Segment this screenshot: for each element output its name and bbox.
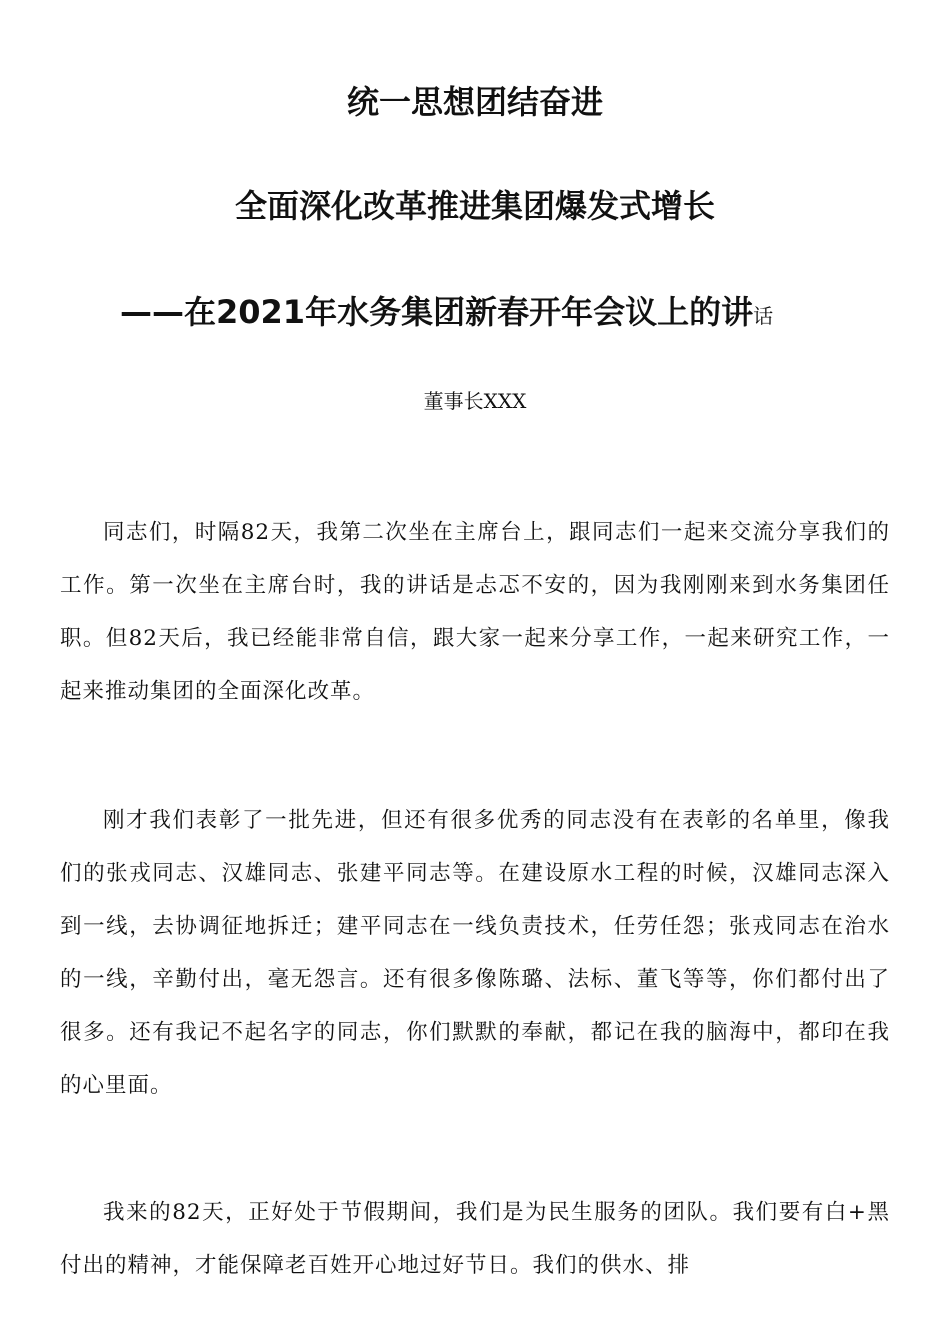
title-line-3-main: ——在2021年水务集团新春开年会议上的讲 xyxy=(120,293,754,331)
author-line: 董事长XXX xyxy=(423,389,527,413)
title-line-3 xyxy=(120,292,880,336)
paragraph: 刚才我们表彰了一批先进，但还有很多优秀的同志没有在表彰的名单里，像我们的张戎同志、汉雄同志、张建平同志等。在建设原水工程的时候，汉雄同志深入到一线，去协调征地拆迁；建平同志在一线负责技术，任劳任怨；张戎同志在治水的一线，辛勤付出，毫无怨言。还有很多像陈璐、法标、董飞等等，你们都付出了很多。还有我记不起名字的同志，你们默默的奉献，都记在我的脑海中，都印在我的心里面。 xyxy=(60,808,890,1098)
title-line-2: 全面深化改革推进集团爆发式增长 xyxy=(234,187,715,225)
paragraph: 我来的82天，正好处于节假期间，我们是为民生服务的团队。我们要有白+黑付出的精神，才能保障老百姓开心地过好节日。我们的供水、排 xyxy=(60,1200,890,1278)
paragraph: 同志们，时隔82天，我第二次坐在主席台上，跟同志们一起来交流分享我们的工作。第一次坐在主席台时，我的讲话是忐忑不安的，因为我刚刚来到水务集团任职。但82天后，我已经能非常自信，跟大家一起来分享工作，一起来研究工作，一起来推动集团的全面深化改革。 xyxy=(60,520,890,704)
title-line-3-tail: 话 xyxy=(753,304,774,328)
title-line-1: 统一思想团结奋进 xyxy=(346,83,603,121)
